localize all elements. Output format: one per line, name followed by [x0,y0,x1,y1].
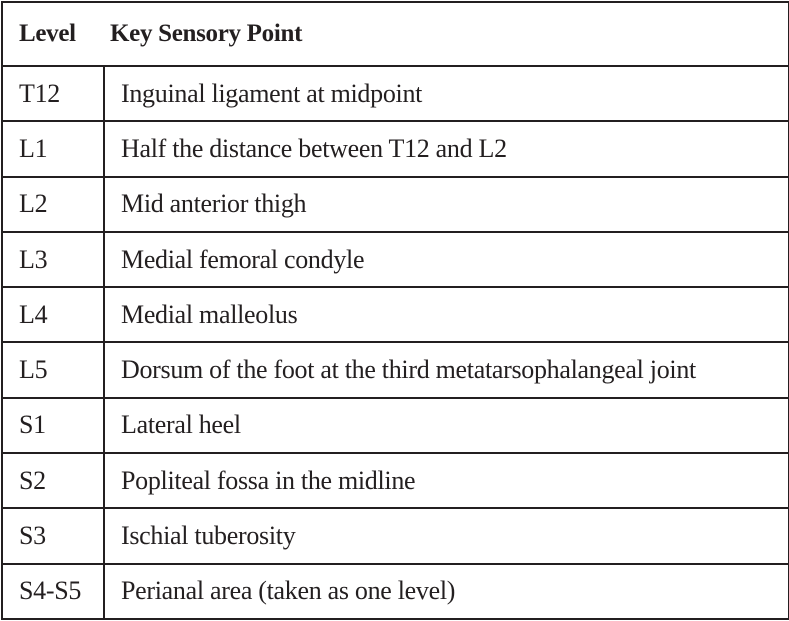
key-sensory-point-cell: Medial femoral condyle [104,232,789,287]
level-cell: S1 [2,398,104,453]
level-cell: L3 [2,232,104,287]
column-header-level: Level [2,2,104,66]
key-sensory-point-cell: Lateral heel [104,398,789,453]
key-sensory-point-cell: Inguinal ligament at midpoint [104,66,789,121]
table-row [2,564,789,619]
table-row [2,453,789,508]
key-sensory-point-cell: Medial malleolus [104,287,789,342]
key-sensory-point-cell: Popliteal fossa in the midline [104,453,789,508]
header-row [2,2,789,66]
level-cell: L1 [2,121,104,176]
table-body [2,66,789,619]
level-cell: T12 [2,66,104,121]
table-header [2,2,789,66]
level-cell: L5 [2,342,104,397]
key-sensory-point-cell: Ischial tuberosity [104,508,789,563]
level-cell: L2 [2,177,104,232]
level-cell: S3 [2,508,104,563]
sensory-points-table [1,1,789,620]
key-sensory-point-cell: Half the distance between T12 and L2 [104,121,789,176]
table-row [2,398,789,453]
level-cell: S2 [2,453,104,508]
table-row [2,232,789,287]
table-row [2,121,789,176]
table-row [2,342,789,397]
key-sensory-point-cell: Perianal area (taken as one level) [104,564,789,619]
level-cell: L4 [2,287,104,342]
table-row [2,508,789,563]
key-sensory-point-cell: Mid anterior thigh [104,177,789,232]
table-row [2,287,789,342]
key-sensory-point-cell: Dorsum of the foot at the third metatarsophalangeal joint [104,342,789,397]
column-header-key-sensory-point: Key Sensory Point [104,2,789,66]
table-row [2,177,789,232]
table-row [2,66,789,121]
level-cell: S4-S5 [2,564,104,619]
